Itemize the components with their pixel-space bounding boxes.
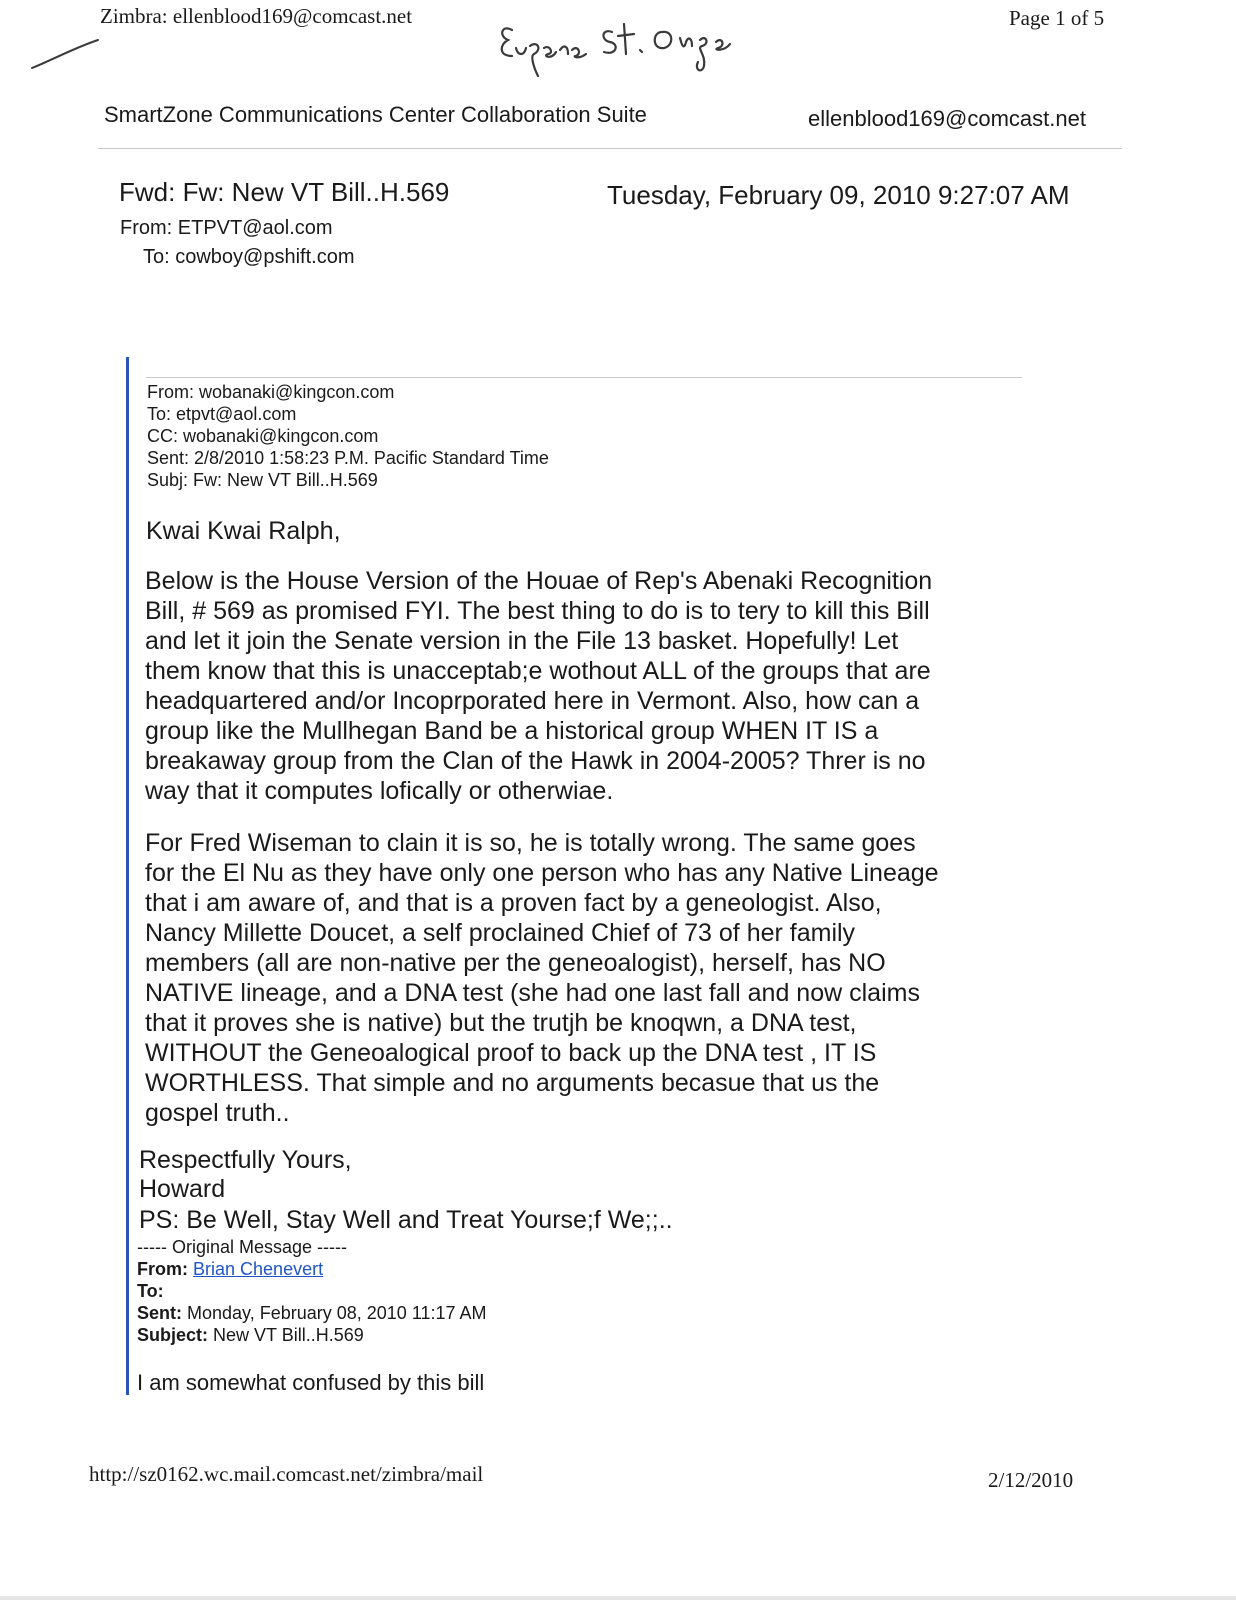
handwritten-stroke [28, 30, 108, 74]
message-from: From: ETPVT@aol.com [120, 217, 333, 239]
original-from-link[interactable]: Brian Chenevert [193, 1259, 324, 1279]
original-subject-row [137, 1324, 364, 1346]
body-paragraph-1 [145, 566, 1035, 806]
body-line: that it proves she is native) but the trutjh be knoqwn, a DNA test, [145, 1009, 857, 1037]
handwritten-signature [494, 10, 774, 80]
body-line: members (all are non-native per the geneoalogist), herself, has NO [145, 949, 886, 977]
body-line: For Fred Wiseman to clain it is so, he is totally wrong. The same goes [145, 829, 916, 857]
forwarded-subject: Subj: Fw: New VT Bill..H.569 [147, 470, 378, 490]
original-to-row [137, 1280, 164, 1302]
body-line: WORTHLESS. That simple and no arguments becasue that us the [145, 1069, 880, 1097]
forwarded-cc: CC: wobanaki@kingcon.com [147, 426, 379, 446]
quote-bar [126, 357, 129, 1395]
body-line: group like the Mullhegan Band be a historical group WHEN IT IS a [145, 717, 879, 745]
body-line: for the El Nu as they have only one person who has any Native Lineage [145, 859, 939, 887]
account-email: ellenblood169@comcast.net [808, 106, 1086, 131]
message-subject: Fwd: Fw: New VT Bill..H.569 [119, 177, 450, 207]
original-to-label: To: [137, 1281, 164, 1301]
body-line: Bill, # 569 as promised FYI. The best thing to do is to tery to kill this Bill [145, 597, 930, 625]
body-line: gospel truth.. [145, 1099, 290, 1127]
message-datetime: Tuesday, February 09, 2010 9:27:07 AM [607, 180, 1070, 210]
footer-print-date: 2/12/2010 [988, 1468, 1074, 1492]
body-paragraph-2 [145, 828, 1035, 1128]
forwarded-sent: Sent: 2/8/2010 1:58:23 P.M. Pacific Standard Time [147, 448, 549, 468]
body-line: WITHOUT the Geneoalogical proof to back up the DNA test , IT IS [145, 1039, 877, 1067]
original-sent-label: Sent: [137, 1303, 182, 1323]
forwarded-from: From: wobanaki@kingcon.com [147, 382, 395, 402]
original-subject-value: New VT Bill..H.569 [213, 1325, 364, 1345]
original-from-row [137, 1258, 323, 1280]
original-sent-value: Monday, February 08, 2010 11:17 AM [187, 1303, 487, 1323]
footer-url: http://sz0162.wc.mail.comcast.net/zimbra/mail [89, 1462, 484, 1486]
body-line: that i am aware of, and that is a proven fact by a geneologist. Also, [145, 889, 882, 917]
original-subject-label: Subject: [137, 1325, 209, 1345]
quote-divider [146, 377, 1022, 378]
original-message-separator: ----- Original Message ----- [137, 1237, 348, 1257]
body-line: Nancy Millette Doucet, a self proclained Chief of 73 of her family [145, 919, 856, 947]
header-divider [98, 148, 1122, 149]
body-line: headquartered and/or Incoprporated here in Vermont. Also, how can a [145, 687, 920, 715]
body-line: them know that this is unacceptab;e wothout ALL of the groups that are [145, 657, 931, 685]
signature-name: Howard [139, 1175, 226, 1203]
body-line: and let it join the Senate version in the File 13 basket. Hopefully! Let [145, 627, 899, 655]
greeting: Kwai Kwai Ralph, [146, 517, 341, 545]
body-line: way that it computes lofically or otherwiae. [145, 777, 614, 805]
closing: Respectfully Yours, [139, 1146, 352, 1174]
forwarded-to: To: etpvt@aol.com [147, 404, 297, 424]
original-body-start: I am somewhat confused by this bill [137, 1370, 485, 1395]
print-header-title: Zimbra: ellenblood169@comcast.net [100, 4, 413, 28]
original-from-label: From: [137, 1259, 188, 1279]
scan-edge [0, 1596, 1236, 1600]
message-to: To: cowboy@pshift.com [143, 246, 355, 268]
body-line: breakaway group from the Clan of the Hawk in 2004-2005? Threr is no [145, 747, 926, 775]
page-indicator: Page 1 of 5 [1009, 6, 1105, 30]
body-line: Below is the House Version of the Houae of Rep's Abenaki Recognition [145, 567, 933, 595]
original-sent-row [137, 1302, 487, 1324]
body-line: NATIVE lineage, and a DNA test (she had one last fall and now claims [145, 979, 920, 1007]
postscript: PS: Be Well, Stay Well and Treat Yourse;f We;;.. [139, 1206, 673, 1234]
suite-name: SmartZone Communications Center Collaboration Suite [104, 102, 647, 127]
